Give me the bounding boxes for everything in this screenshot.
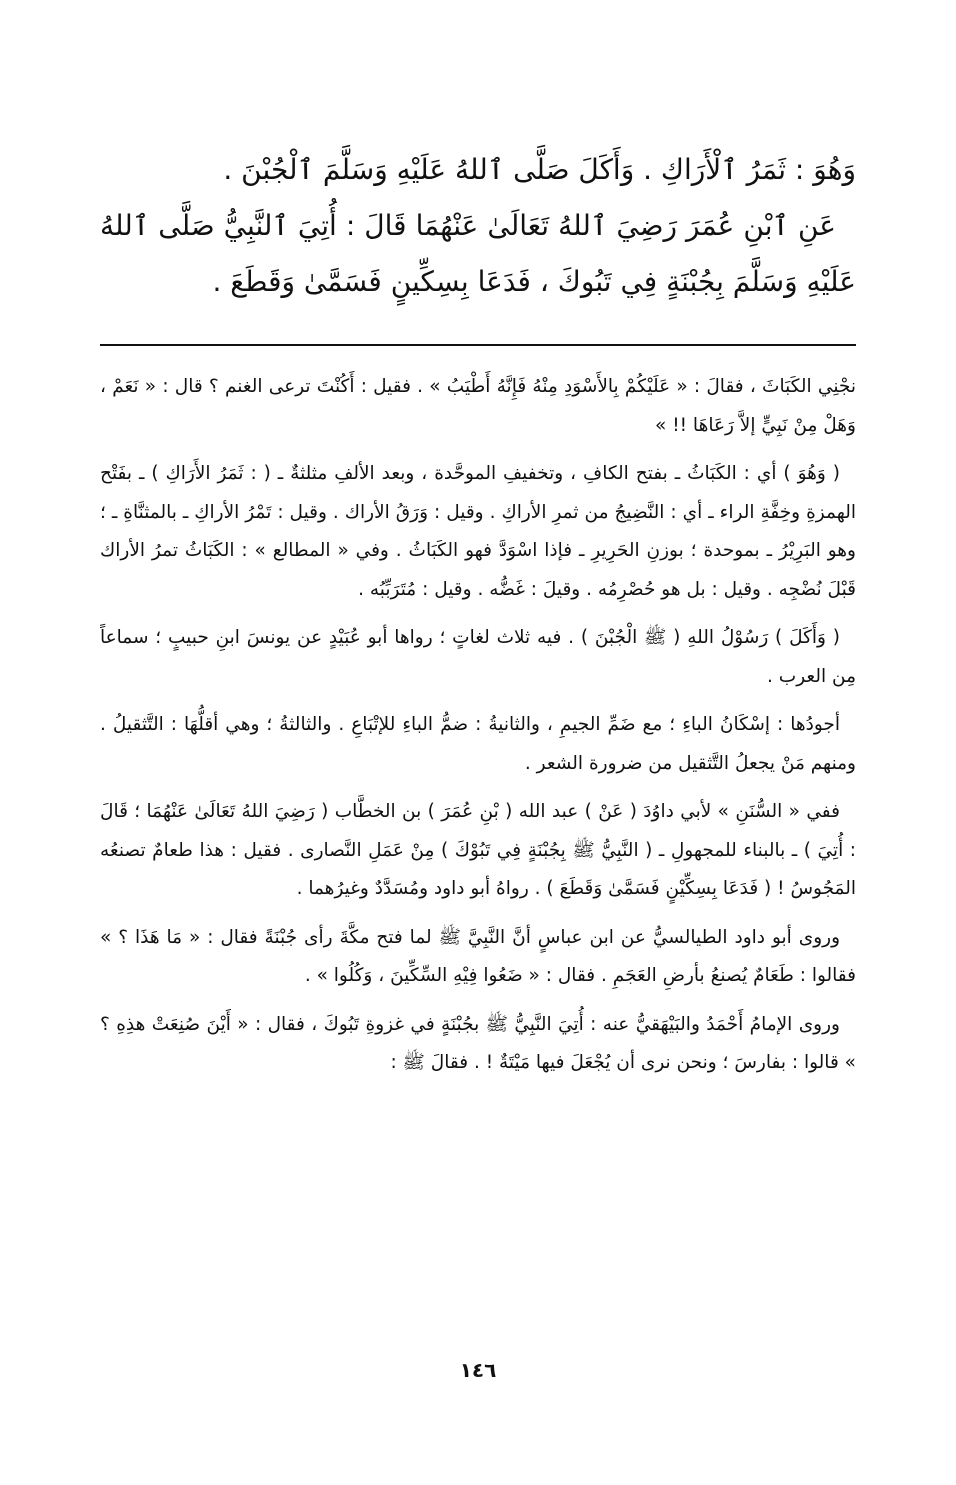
book-page xyxy=(100,0,856,1485)
commentary-paragraph: نجْنِي الكَبَاثَ ، فقالَ : « عَلَيْكُمْ بِالأَسْوَدِ مِنْهُ فَإِنَّهُ أَطْيَبُ » . فقيل : أَكُنْتَ ترعى الغنم ؟ قال : « نَعَمْ ، وَهَلْ مِنْ نَبِيٍّ إلاَّ رَعَاهَا !! » xyxy=(100,376,856,436)
commentary-paragraph: وروى أبو داود الطيالسيُّ عن ابن عباسٍ أنَّ النَّبِيَّ ﷺ لما فتح مكَّةَ رأى جُبْنَةً فقال : « مَا هَذَا ؟ » فقالوا : طَعَامٌ يُصنعُ بأرضِ العَجَمِ . فقال : « ضَعُوا فِيْهِ السِّكِّينَ ، وَكُلُوا » . xyxy=(100,926,856,986)
commentary-paragraph: ففي « السُّنَنِ » لأبي داوُدَ ( عَنْ ) عبد الله ( بْنِ عُمَرَ ) بن الخطَّاب ( رَضِيَ اللهُ تَعَالَىٰ عَنْهُمَا ؛ قَالَ : أُتِيَ ) ـ بالبناء للمجهولِ ـ ( النَّبِيُّ ﷺ بِجُبْنَةٍ فِي تَبُوْكَ ) مِنْ عَمَلِ النَّصارى . فقيل : هذا طعامٌ تصنعُه المَجُوسُ ! ( فَدَعَا بِسِكِّيْنٍ فَسَمَّىٰ وَقَطَعَ ) . رواهُ أبو داود ومُسَدَّدٌ وغيرُهما . xyxy=(100,801,856,899)
footnote-divider xyxy=(100,344,856,346)
commentary xyxy=(100,368,856,1093)
commentary-paragraph: وروى الإمامُ أَحْمَدُ والبَيْهَقيُّ عنه : أُتِيَ النَّبِيُّ ﷺ بجُبْنَةٍ في غزوةِ تَبُوكَ ، فقال : « أَيْنَ صُنِعَتْ هذِهِ ؟ » قالوا : بفارسَ ؛ ونحن نرى أن يُجْعَلَ فيها مَيْتَةٌ ! . فقالَ ﷺ : xyxy=(100,1013,856,1073)
commentary-paragraph: ( وَأَكَلَ ) رَسُوْلُ اللهِ ( ﷺ الْجُبْنَ ) . فيه ثلاث لغاتٍ ؛ رواها أبو عُبَيْدٍ عن يونسَ ابنِ حبيبٍ ؛ سماعاً مِن العرب . xyxy=(100,627,856,687)
page-number: ١٤٦ xyxy=(459,1358,497,1382)
commentary-paragraph: أجودُها : إسْكَانُ الباءِ ؛ مع ضَمِّ الجيمِ ، والثانيةُ : ضمُّ الباءِ للإتْبَاعِ . والثالثةُ ؛ وهي أقلُّهَا : التَّثقيلُ . ومنهم مَنْ يجعلُ التَّثقيل من ضرورة الشعر . xyxy=(100,714,856,774)
commentary-paragraph: ( وَهُوَ ) أي : الكَبَاثُ ـ بفتح الكافِ ، وتخفيفِ الموحَّدة ، وبعد الألفِ مثلثةٌ ـ ( : ثَمَرُ الأَرَاكِ ) ـ بفَتْح الهمزةِ وخِفَّةِ الراء ـ أي : النَّضِيجُ من ثمرِ الأراكِ . وقيل : وَرَقُ الأراك . وقيل : تَمْرُ الأراكِ ـ بالمثنَّاةِ ـ ؛ وهو البَرِيْرُ ـ بموحدة ؛ بوزنِ الحَرِيرِ ـ فإذا اسْوَدَّ فهو الكَبَاثُ . وفي « المطالع » : الكَبَاثُ تمرُ الأراك قَبْلَ نُضْجِه . وقيل : بل هو حُصْرِمُه . وقيلَ : غَضُّه . وقيل : مُتَرَبِّبُه . xyxy=(100,463,856,600)
main-text xyxy=(100,142,856,310)
main-paragraph-2: عَنِ ٱبْنِ عُمَرَ رَضِيَ ٱللهُ تَعَالَىٰ عَنْهُمَا قَالَ : أُتِيَ ٱلنَّبِيُّ صَلَّى ٱللهُ عَلَيْهِ وَسَلَّمَ بِجُبْنَةٍ فِي تَبُوكَ ، فَدَعَا بِسِكِّينٍ فَسَمَّىٰ وَقَطَعَ . xyxy=(100,209,856,298)
main-line-1: وَهُوَ : ثَمَرُ ٱلْأَرَاكِ . وَأَكَلَ صَلَّى ٱللهُ عَلَيْهِ وَسَلَّمَ ٱلْجُبْنَ . xyxy=(223,153,856,186)
